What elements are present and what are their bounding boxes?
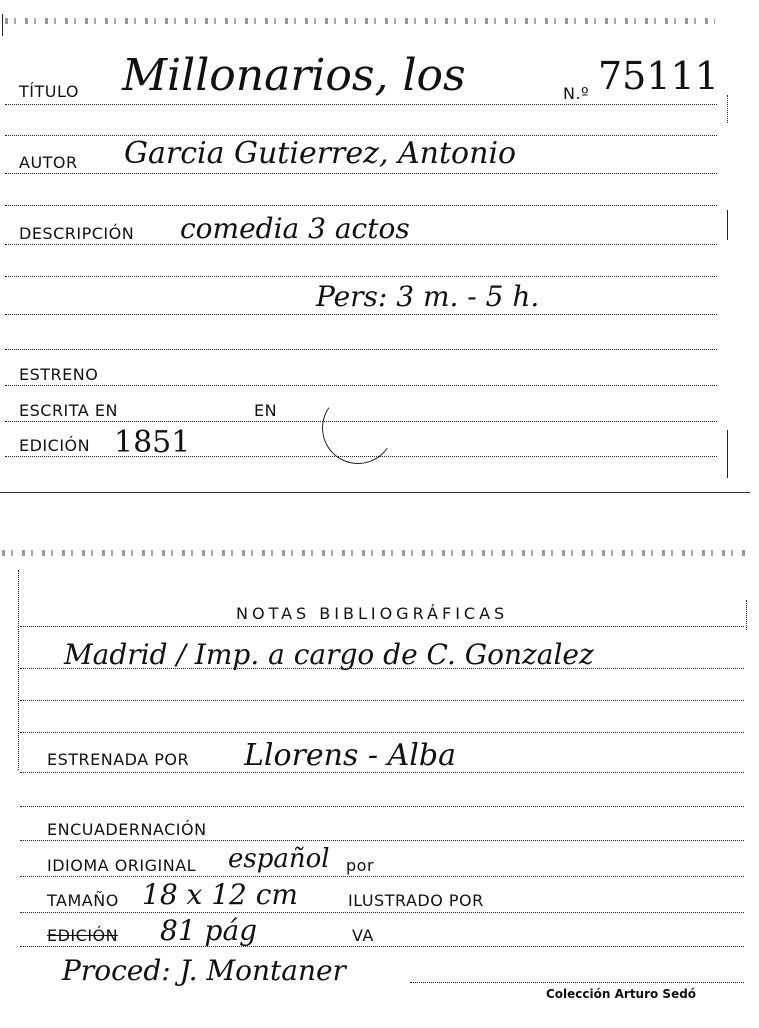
valor-label: VA: [352, 926, 374, 945]
titulo-label: TÍTULO: [19, 82, 79, 101]
tamano-label: TAMAÑO: [47, 891, 119, 910]
estreno-line: [5, 385, 717, 386]
rule-line: [20, 668, 744, 669]
titulo-value: Millonarios, los: [122, 50, 466, 101]
tamano-value: 18 x 12 cm: [142, 878, 298, 911]
card-left-edge: [2, 14, 3, 36]
escrita-en-label: ESCRITA EN: [19, 401, 118, 420]
proced-value: Proced: J. Montaner: [62, 954, 346, 987]
proced-line: [410, 982, 744, 983]
autor-line: [5, 173, 717, 174]
idioma-value: español: [228, 844, 330, 874]
edicion2-line: [20, 946, 744, 947]
rule-line: [20, 732, 744, 733]
idioma-line: [20, 876, 744, 877]
scan-noise-bottom: [2, 550, 747, 556]
descripcion-line: [5, 244, 717, 245]
autor-value: Garcia Gutierrez, Antonio: [124, 136, 517, 171]
rule-line: [5, 349, 717, 350]
rule-line: [20, 806, 744, 807]
numero-value: 75111: [598, 54, 719, 98]
edicion-label-struck: EDICIÓN: [47, 926, 119, 945]
card-left-edge: [18, 570, 19, 770]
ilustrado-label: ILUSTRADO POR: [348, 891, 484, 910]
catalog-card-top: [0, 0, 759, 495]
personajes-value: Pers: 3 m. - 5 h.: [316, 280, 540, 313]
card-right-edge: [746, 600, 747, 630]
edicion-pages-value: 81 pág: [160, 914, 258, 947]
right-edge-2: [727, 210, 728, 240]
rule-line: [5, 205, 717, 206]
rule-line: [5, 276, 717, 277]
en-label: EN: [254, 401, 278, 420]
edicion-line: [5, 456, 717, 457]
descripcion-value: comedia 3 actos: [180, 212, 410, 245]
numero-label: N.º: [563, 84, 590, 103]
edicion-label: EDICIÓN: [19, 436, 91, 455]
estrenada-por-value: Llorens - Alba: [244, 738, 456, 773]
por-label: por: [346, 856, 375, 875]
titulo-line: [5, 104, 717, 105]
estrenada-line: [20, 772, 744, 773]
descripcion-label: DESCRIPCIÓN: [19, 224, 135, 243]
encuadernacion-label: ENCUADERNACIÓN: [47, 820, 207, 839]
scan-noise-top: [5, 18, 715, 24]
estreno-label: ESTRENO: [19, 365, 99, 384]
personajes-line: [5, 314, 717, 315]
right-edge-3: [727, 430, 728, 478]
edicion-value: 1851: [114, 425, 191, 460]
autor-label: AUTOR: [19, 153, 78, 172]
card-bottom-edge: [0, 492, 750, 493]
notas-title: NOTAS BIBLIOGRÁFICAS: [236, 604, 509, 623]
collection-label: Colección Arturo Sedó: [546, 987, 697, 1001]
notas-value: Madrid / Imp. a cargo de C. Gonzalez: [64, 638, 594, 671]
notas-line: [20, 626, 744, 627]
estrenada-por-label: ESTRENADA POR: [47, 750, 190, 769]
right-edge-1: [727, 95, 728, 123]
tamano-line: [20, 912, 744, 913]
rule-line: [20, 700, 744, 701]
stamp-mark: [316, 386, 399, 469]
catalog-card-bottom: [0, 540, 759, 1028]
encuadernacion-line: [20, 840, 744, 841]
idioma-label: IDIOMA ORIGINAL: [47, 856, 197, 875]
